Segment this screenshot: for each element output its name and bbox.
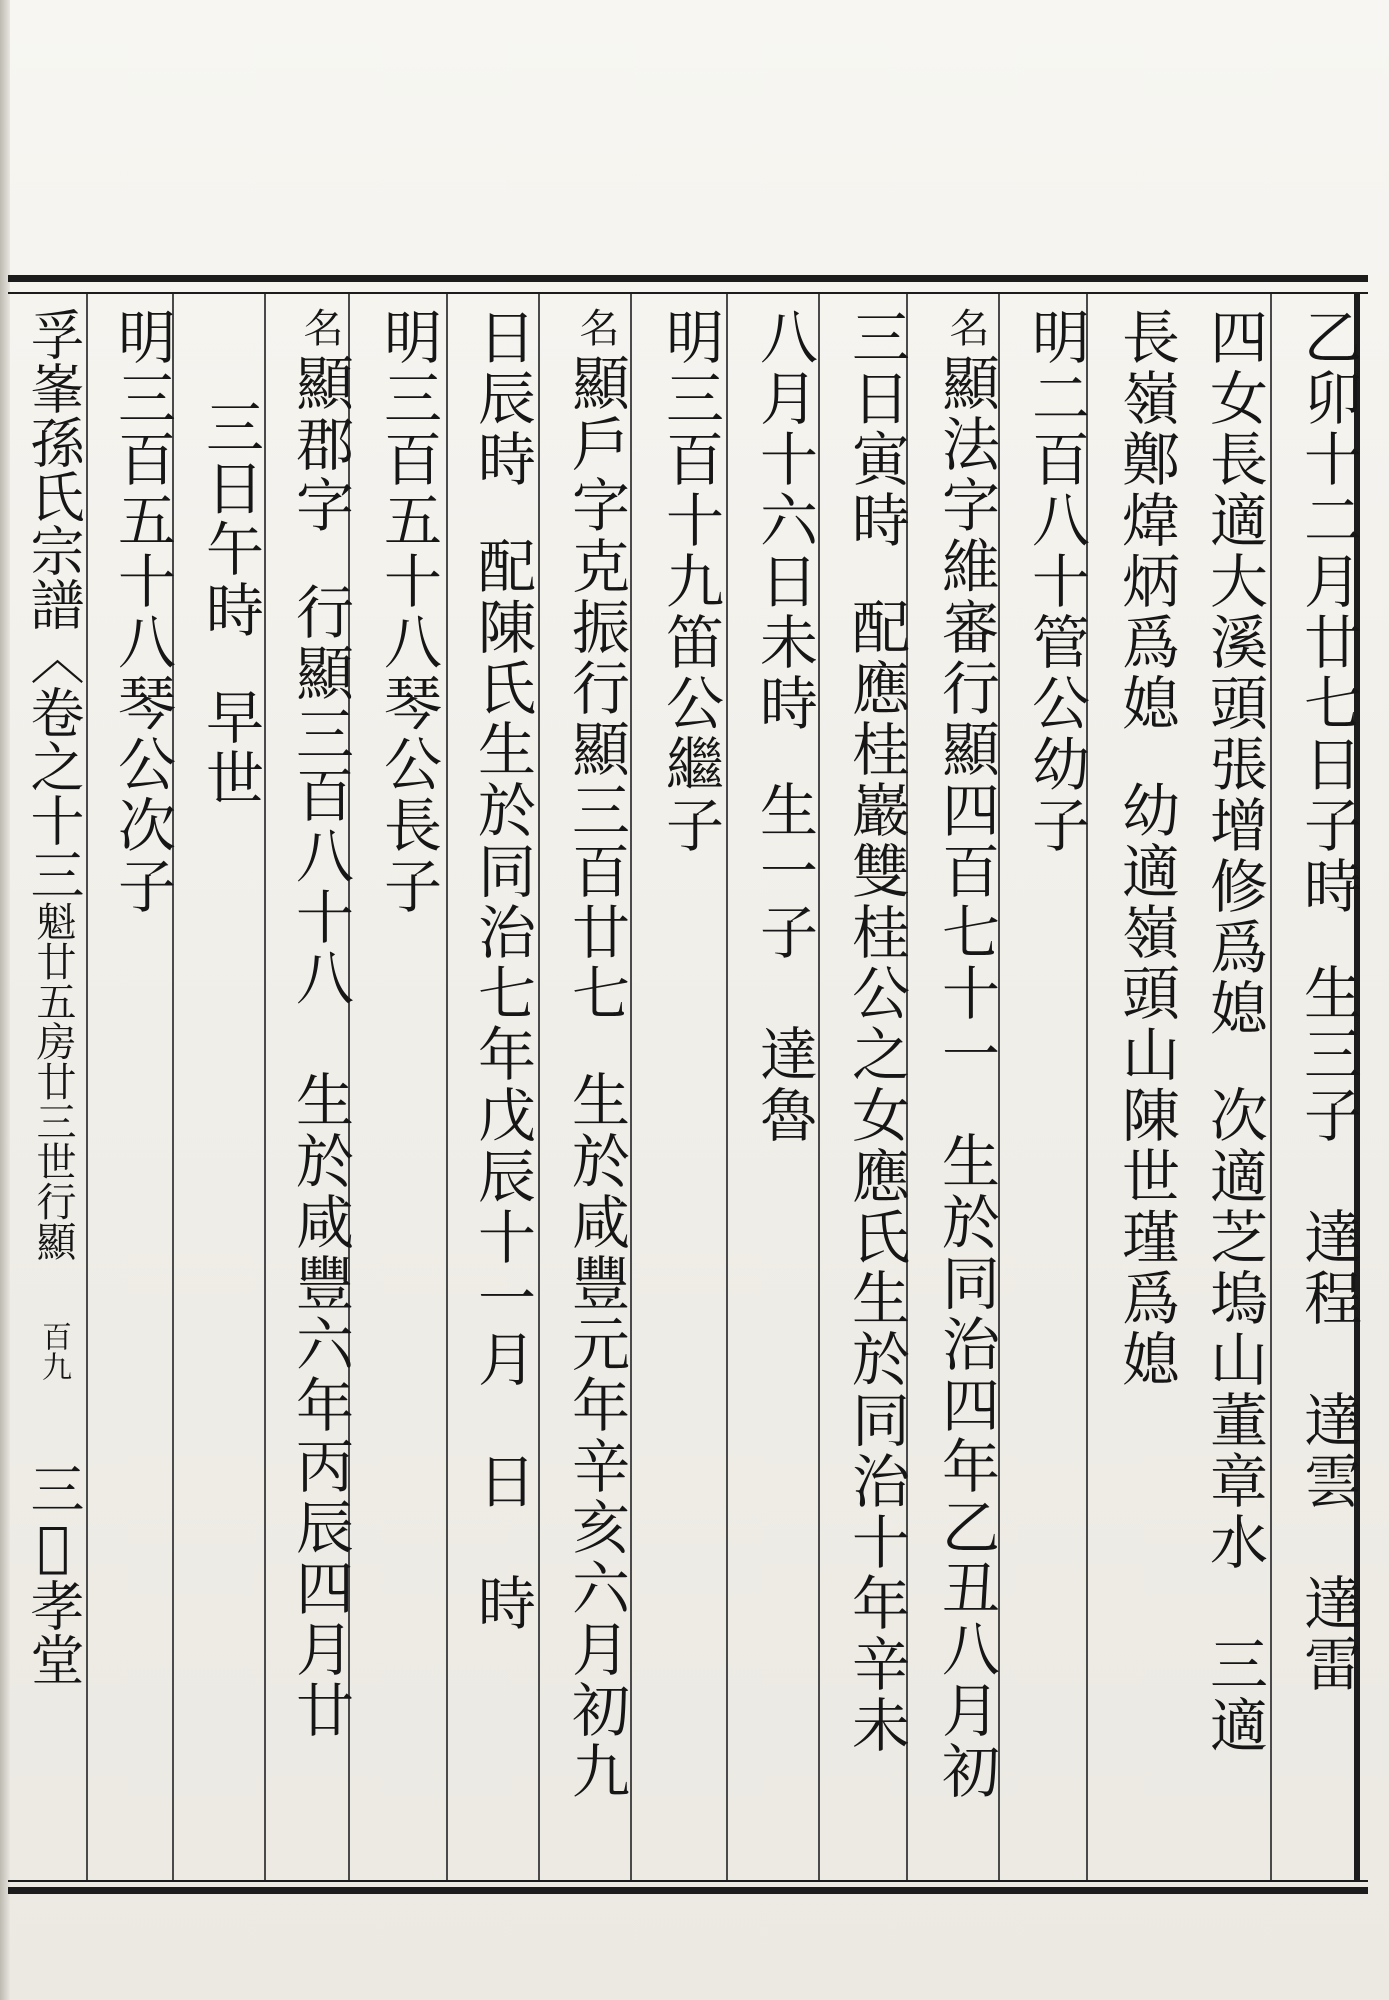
- text-segment: 明三百五十八琴公次子: [108, 307, 176, 917]
- text-column: [366, 307, 450, 1867]
- frame-bottom-inner-rule: [8, 1880, 1368, 1882]
- text-segment: 次適芝塢山董章水 三適: [1200, 1085, 1268, 1756]
- text-segment: 乙卯十二月廿七日子時: [1294, 307, 1362, 917]
- text-segment: 長嶺鄭煒炳爲媳: [1112, 307, 1180, 734]
- text-frame: [8, 275, 1368, 1890]
- text-segment: 配陳氏生於同治七年戊辰十一月 日 時: [468, 536, 536, 1634]
- text-segment: 生一子 達魯: [750, 780, 818, 1146]
- frame-bottom-rule: [8, 1887, 1368, 1894]
- text-segment: 顯郡字: [286, 353, 354, 536]
- frame-top-inner-rule: [8, 292, 1368, 294]
- text-segment: 明三百十九笛公繼子: [656, 307, 724, 856]
- text-column: [100, 307, 184, 1867]
- text-note: 名: [297, 307, 343, 353]
- margin-hall-name: 三𣴑孝堂: [22, 1461, 85, 1686]
- text-segment: 明三百五十八琴公長子: [374, 307, 442, 917]
- margin-title: 孚峯孫氏宗譜〈卷之十三: [22, 307, 85, 901]
- text-note: 名: [573, 307, 619, 353]
- text-segment: 八月十六日未時: [750, 307, 818, 734]
- text-segment: 日辰時: [468, 307, 536, 490]
- text-column: [1192, 307, 1276, 1867]
- text-column: [1014, 307, 1098, 1867]
- text-segment: 配應桂巖雙桂公之女應氏生於同治十年辛未: [842, 597, 910, 1756]
- text-column: [834, 307, 918, 1867]
- text-note: 名: [943, 307, 989, 353]
- text-segment: 行顯三百八十八 生於咸豐六年丙辰四月廿: [286, 582, 354, 1741]
- margin-column: [16, 307, 90, 1867]
- text-segment: 四女長適大溪頭張增修爲媳: [1200, 307, 1268, 1039]
- text-column: [648, 307, 732, 1867]
- text-segment: 顯法字維審行顯四百七十一: [932, 353, 1000, 1085]
- text-column: [460, 307, 544, 1867]
- margin-page-number: 百九: [36, 1321, 71, 1381]
- text-segment: 生於咸豐元年辛亥六月初九: [562, 1070, 630, 1802]
- text-column: [742, 307, 826, 1867]
- text-segment: 生三子 達程 達雲 達雷: [1294, 963, 1362, 1695]
- text-segment: 幼適嶺頭山陳世瑾爲媳: [1112, 780, 1180, 1390]
- text-column: [1286, 307, 1370, 1867]
- text-segment: 顯戶字克振行顯三百廿七: [562, 353, 630, 1024]
- text-column: [188, 307, 272, 1867]
- text-column: [1104, 307, 1188, 1867]
- text-segment: 明二百八十管公幼子: [1022, 307, 1090, 856]
- frame-top-rule: [8, 275, 1368, 282]
- text-column: [278, 307, 362, 1867]
- text-segment: 生於同治四年乙丑八月初: [932, 1131, 1000, 1802]
- text-segment: 三日午時: [196, 397, 264, 641]
- text-segment: 早世: [196, 687, 264, 809]
- text-column: [924, 307, 1008, 1867]
- text-column: [554, 307, 638, 1867]
- text-segment: 三日寅時: [842, 307, 910, 551]
- margin-generation: 魁廿五房廿三世行顯: [30, 901, 76, 1261]
